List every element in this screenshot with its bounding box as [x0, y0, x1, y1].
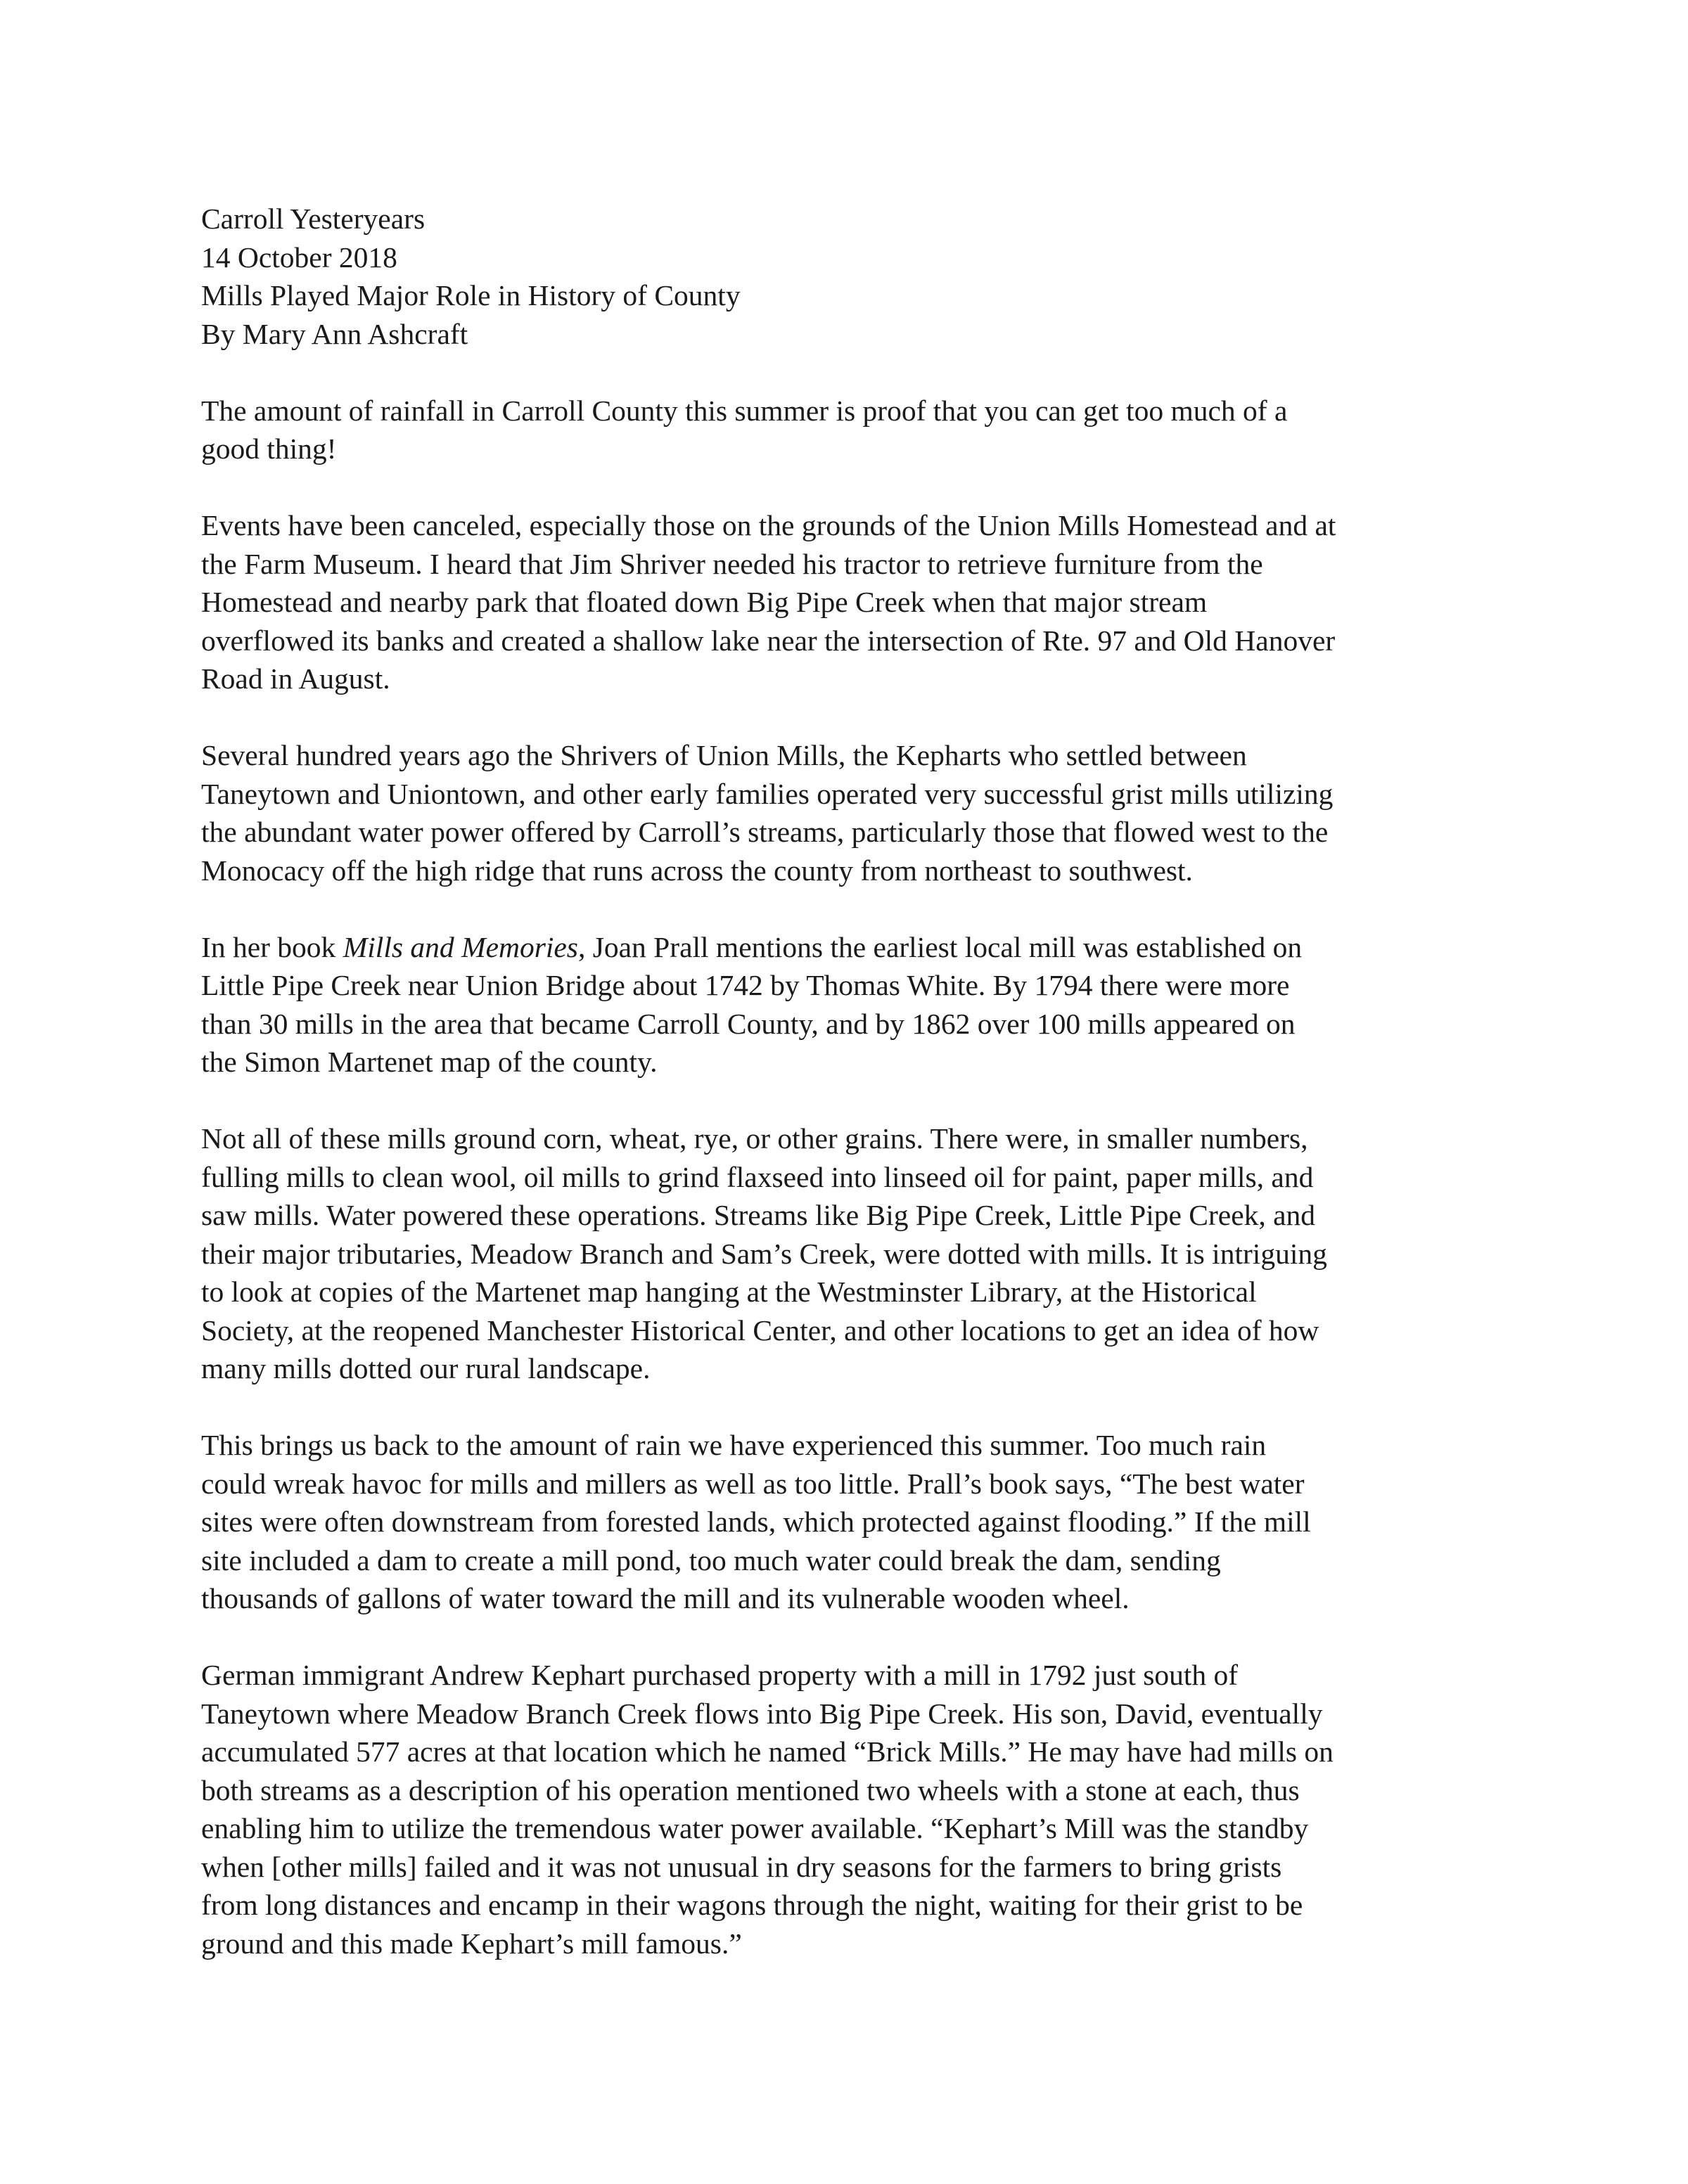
article-byline: By Mary Ann Ashcraft [201, 317, 468, 350]
paragraph-too-much-rain: This brings us back to the amount of rain we have experienced this summer. Too much rain could wreak havoc for mills and millers as well as too little. Prall’s book says, “The best water sites were often downstream from forested lands, which protected against flooding.” If the mill site included a dam to create a mill pond, too much water could break the dam, sending thousands of gallons of water toward the mill and its vulnerable wooden wheel. [201, 1429, 1311, 1614]
paragraph-early-families: Several hundred years ago the Shrivers of Union Mills, the Kepharts who settled between Taneytown and Uniontown, and other early families operated very successful grist mills utilizing the abundant water power offered by Carroll’s streams, particularly those that flowed west to the Monocacy off the high ridge that runs across the county from northeast to southwest. [201, 739, 1334, 887]
article-title: Mills Played Major Role in History of County [201, 279, 741, 311]
article-date: 14 October 2018 [201, 240, 397, 274]
paragraph-events-canceled: Events have been canceled, especially those on the grounds of the Union Mills Homestead and at the Farm Museum. I heard that Jim Shriver needed his tractor to retrieve furniture from the Homestead and nearby park that floated down Big Pipe Creek when that major stream overflowed its banks and created a shallow lake near the intersection of Rte. 97 and Old Hanover Road in August. [201, 509, 1336, 695]
paragraph-rainfall: The amount of rainfall in Carroll County this summer is proof that you can get too much of a good thing! [201, 394, 1288, 465]
book-title: Mills and Memories [343, 930, 578, 963]
column-name: Carroll Yesteryears [201, 203, 426, 235]
p4-lead-text: In her book [201, 930, 343, 963]
article-content [201, 200, 1509, 1963]
paragraph-mills-and-memories [201, 928, 1509, 1081]
paragraph-mill-types: Not all of these mills ground corn, wheat, rye, or other grains. There were, in smaller numbers, fulling mills to clean wool, oil mills to grind flaxseed into linseed oil for paint, paper mills, and saw mills. Water powered these operations. Streams like Big Pipe Creek, Little Pipe Creek, and their major tributaries, Meadow Branch and Sam’s Creek, were dotted with mills. It is intriguing to look at copies of the Martenet map hanging at the Westminster Library, at the Historical Society, at the reopened Manchester Historical Center, and other locations to get an idea of how many mills dotted our rural landscape. [201, 1122, 1327, 1385]
paragraph-kephart: German immigrant Andrew Kephart purchased property with a mill in 1792 just south of Taneytown where Meadow Branch Creek flows into Big Pipe Creek. His son, David, eventually accumulated 577 acres at that location which he named “Brick Mills.” He may have had mills on both streams as a description of his operation mentioned two wheels with a stone at each, thus enabling him to utilize the tremendous water power available. “Kephart’s Mill was the standby when [other mills] failed and it was not unusual in dry seasons for the farmers to bring grists from long distances and encamp in their wagons through the night, waiting for their grist to be ground and this made Kephart’s mill famous.” [201, 1659, 1334, 1960]
p4-rest-text: , Joan Prall mentions the earliest local mill was established on Little Pipe Creek near Union Bridge about 1742 by Thomas White. By 1794 there were more than 30 mills in the area that became Carroll County, and by 1862 over 100 mills appeared on the Simon Martenet map of the county. [201, 930, 1303, 1078]
